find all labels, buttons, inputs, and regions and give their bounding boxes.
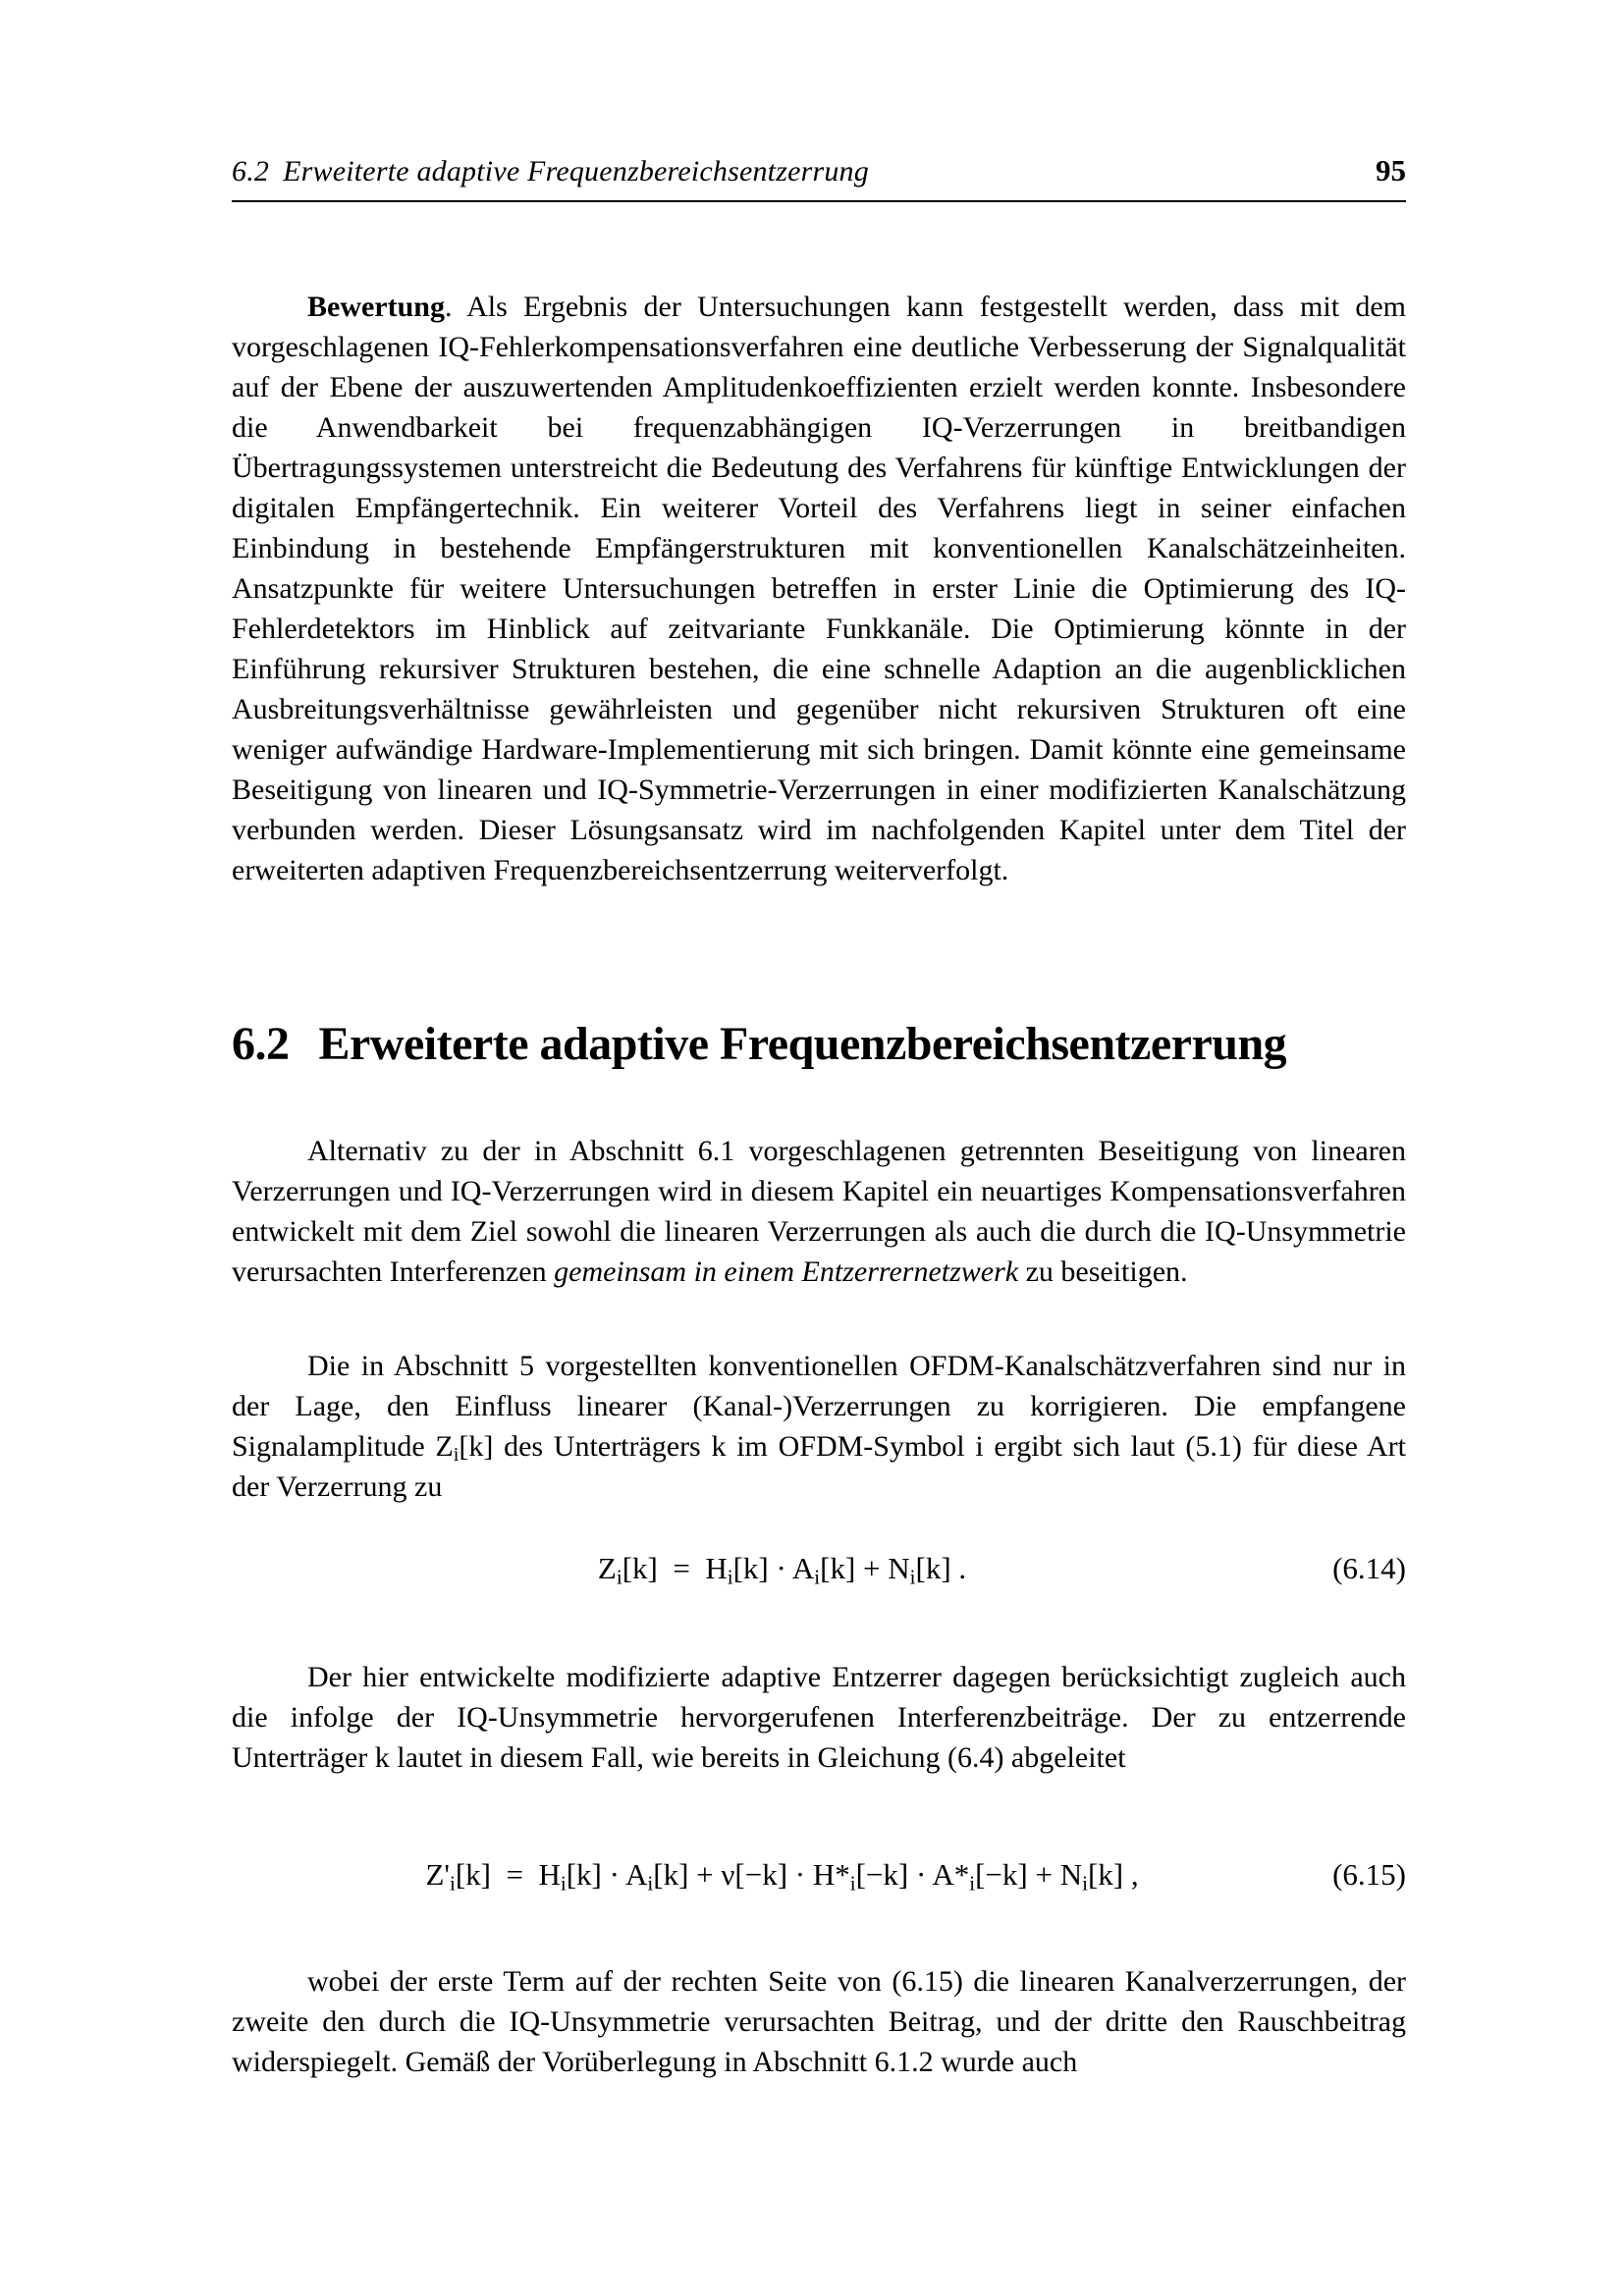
- paragraph-abschnitt5: Die in Abschnitt 5 vorgestellten konventionellen OFDM-Kanalschätzverfahren sind nur in der Lage, den Einfluss linearer (Kanal-)Verzerrungen zu korrigieren. Die empfangene Signalamplitude $Z_i[k]$ des Unterträgers k im OFDM-Symbol i ergibt sich laut (5.1) für diese Art der Verzerrung zu: [232, 1350, 1406, 1503]
- page-number: 95: [1376, 153, 1406, 187]
- paragraph-bewertung: Bewertung. Als Ergebnis der Untersuchungen kann festgestellt werden, dass mit dem vorgeschlagenen IQ-Fehlerkompensationsverfahren eine deutliche Verbesserung der Signalqualität auf der Ebene der auszuwertenden Amplitudenkoeffizienten erzielt werden konnte. Insbesondere die Anwendbarkeit bei frequenzabhängigen IQ-Verzerrungen in breitbandigen Übertragungssystemen unterstreicht die Bedeutung des Verfahrens für künftige Entwicklungen der digitalen Empfängertechnik. Ein weiterer Vorteil des Verfahrens liegt in seiner einfachen Einbindung in bestehende Empfängerstrukturen mit konventionellen Kanalschätzeinheiten. Ansatzpunkte für weitere Untersuchungen betreffen in erster Linie die Optimierung des IQ-Fehlerdetektors im Hinblick auf zeitvariante Funkkanäle. Die Optimierung könnte in der Einführung rekursiver Strukturen bestehen, die eine schnelle Adaption an die augenblicklichen Ausbreitungsverhältnisse gewährleisten und gegenüber nicht rekursiven Strukturen oft eine weniger aufwändige Hardware-Implementierung mit sich bringen. Damit könnte eine gemeinsame Beseitigung von linearen und IQ-Symmetrie-Verzerrungen in einer modifizierten Kanalschätzung verbunden werden. Dieser Lösungsansatz wird im nachfolgenden Kapitel unter dem Titel der erweiterten adaptiven Frequenzbereichsentzerrung weiterverfolgt.: [232, 291, 1406, 886]
- equation-6-15-formula: $Z'_i[k] = H_i[k] \cdot A_i[k] + \nu[-k] \cdot H*_i[-k] \cdot A*_i[-k] + N_i[k]$ ,: [425, 1857, 1139, 1896]
- equation-6-14-number: (6.14): [1332, 1551, 1406, 1585]
- paragraph-entzerrer: Der hier entwickelte modifizierte adaptive Entzerrer dagegen berücksichtigt zugleich auch die infolge der IQ-Unsymmetrie hervorgerufenen Interferenzbeiträge. Der zu entzerrende Unterträger k lautet in diesem Fall, wie bereits in Gleichung (6.4) abgeleitet: [232, 1661, 1406, 1774]
- section-heading-number: 6.2: [232, 1018, 290, 1070]
- running-header-section-number: 6.2: [232, 155, 270, 187]
- section-heading: [232, 1017, 1406, 1071]
- equation-6-14-formula: $Z_i[k] = H_i[k] \cdot A_i[k] + N_i[k]$ .: [597, 1551, 967, 1589]
- equation-6-15-number: (6.15): [1332, 1857, 1406, 1892]
- equation-6-15: [232, 1853, 1406, 1896]
- equation-6-14: [232, 1547, 1406, 1590]
- running-header-title: [232, 155, 869, 188]
- running-header: [232, 153, 1406, 202]
- running-header-section-title: Erweiterte adaptive Frequenzbereichsentzerrung: [283, 155, 869, 187]
- section-heading-title: Erweiterte adaptive Frequenzbereichsentzerrung: [318, 1018, 1287, 1070]
- paragraph-alternativ: Alternativ zu der in Abschnitt 6.1 vorgeschlagenen getrennten Beseitigung von linearen Verzerrungen und IQ-Verzerrungen wird in diesem Kapitel ein neuartiges Kompensationsverfahren entwickelt mit dem Ziel sowohl die linearen Verzerrungen als auch die durch die IQ-Unsymmetrie verursachten Interferenzen gemeinsam in einem Entzerrernetzwerk zu beseitigen.: [232, 1135, 1406, 1288]
- paragraph-wobei: wobei der erste Term auf der rechten Seite von (6.15) die linearen Kanalverzerrungen, der zweite den durch die IQ-Unsymmetrie verursachten Beitrag, und der dritte den Rauschbeitrag widerspiegelt. Gemäß der Vorüberlegung in Abschnitt 6.1.2 wurde auch: [232, 1965, 1406, 2078]
